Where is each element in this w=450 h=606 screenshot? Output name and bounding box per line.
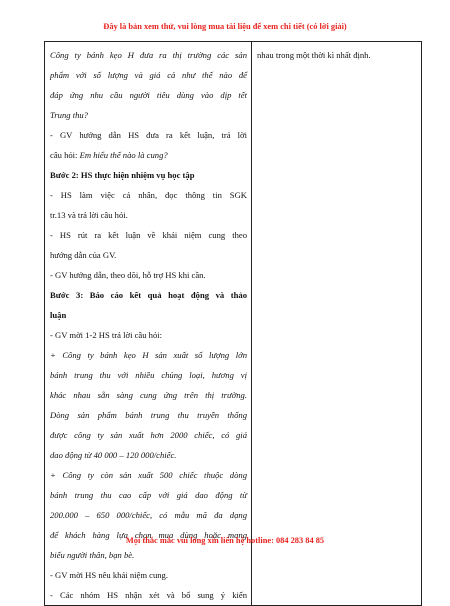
answer-line: bánh trung thu với nhiều chủng loại, hương vị — [50, 370, 247, 380]
answer-line: + Công ty còn sản xuất 500 chiếc thuộc dòng — [50, 470, 247, 480]
lesson-table — [44, 41, 422, 606]
closing-line: - GV mời HS nêu khái niệm cung. — [50, 570, 169, 580]
step2-heading: Bước 2: HS thực hiện nhiệm vụ học tập — [50, 170, 195, 180]
step2-item: - HS rút ra kết luận về khái niệm cung theo — [50, 230, 247, 240]
knowledge-cell — [252, 42, 422, 606]
guide-line — [50, 145, 247, 165]
answer-line: khác nhau sẵn sàng cung ứng trên thị trường. — [50, 390, 247, 400]
question-line: Trung thu? — [50, 110, 88, 120]
step3-heading: Bước 3: Báo cáo kết quả hoạt động và thảo — [50, 290, 247, 300]
answer-line: bánh trung thu cao cấp với giá dao động từ — [50, 490, 247, 500]
preview-notice-header: Đây là bản xem thử, vui lòng mua tài liệu để xem chi tiết (có lời giải) — [103, 22, 347, 31]
answer-line: Dòng sản phẩm bánh trung thu truyền thống — [50, 410, 247, 420]
hotline-notice-footer: Mọi thắc mắc vui lòng xin liên hệ hotline: 084 283 84 85 — [125, 536, 325, 545]
step2-item: - GV hướng dẫn, theo dõi, hỗ trợ HS khi cần. — [50, 270, 206, 280]
closing-line: - Các nhóm HS nhận xét và bổ sung ý kiến — [50, 590, 247, 600]
knowledge-line: nhau trong một thời kì nhất định. — [257, 50, 371, 60]
step2-item: - HS làm việc cá nhân, đọc thông tin SGK — [50, 190, 247, 200]
answer-line: + Công ty bánh kẹo H sản xuất số lượng lớn — [50, 350, 247, 360]
step2-item: tr.13 và trả lời câu hỏi. — [50, 210, 128, 220]
answer-line: dao động từ 40 000 – 120 000/chiếc. — [50, 450, 177, 460]
question-line: phẩm với số lượng và giá cả như thế nào để — [50, 70, 247, 80]
answer-line: biếu người thân, bạn bè. — [50, 550, 135, 560]
question-line: đáp ứng nhu cầu người tiêu dùng vào dịp tết — [50, 90, 247, 100]
answer-line: để khách hàng lựa chọn mua dùng hoặc mang — [50, 530, 247, 540]
guide-prefix: câu hỏi: — [50, 150, 80, 160]
question-line: Công ty bánh kẹo H đưa ra thị trường các sản — [50, 50, 247, 60]
answer-line: 200.000 – 650 000/chiếc, có mẫu mã đa dạng — [50, 510, 247, 520]
step3-intro: - GV mời 1-2 HS trả lời câu hỏi: — [50, 330, 163, 340]
table-row — [45, 42, 422, 606]
guide-line: - GV hướng dẫn HS đưa ra kết luận, trả lời — [50, 130, 247, 140]
step3-heading: luận — [50, 310, 67, 320]
activity-cell — [45, 42, 252, 606]
answer-line: được công ty sản xuất hơn 2000 chiếc, có giá — [50, 430, 247, 440]
guide-question: Em hiểu thế nào là cung? — [79, 150, 168, 160]
step2-item: hướng dẫn của GV. — [50, 250, 117, 260]
